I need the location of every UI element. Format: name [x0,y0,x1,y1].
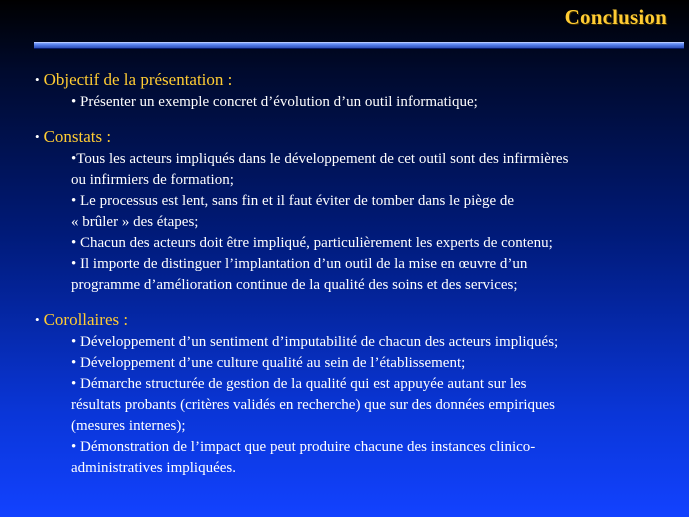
title-divider [34,42,684,48]
list-item: • Présenter un exemple concret d’évolution d’un outil informatique; [71,94,478,110]
bullet-icon: • [35,72,40,87]
list-item: •Tous les acteurs impliqués dans le développement de cet outil sont des infirmières ou infirmiers de formation; [71,151,569,188]
list-item: • Développement d’un sentiment d’imputabilité de chacun des acteurs impliqués; [71,334,559,350]
section-corollaires [0,308,689,479]
list-item: • Chacun des acteurs doit être impliqué, particulièrement les experts de contenu; [71,235,553,251]
spacer [0,296,689,308]
list-item: • Il importe de distinguer l’implantation d’un outil de la mise en œuvre d’un programme d’amélioration continue de la qualité des soins et des services; [71,256,528,293]
slide-content [0,68,689,479]
section-heading-text: Objectif de la présentation : [43,70,233,89]
bullet-icon: • [35,129,40,144]
spacer [0,113,689,125]
list-item: • Le processus est lent, sans fin et il faut éviter de tomber dans le piège de « brûler » des étapes; [71,193,515,230]
list-item: • Développement d’une culture qualité au sein de l’établissement; [71,355,466,371]
bullet-icon: • [35,312,40,327]
section-heading [0,308,689,332]
section-items [0,92,689,113]
list-item: • Démarche structurée de gestion de la qualité qui est appuyée autant sur les résultats probants (critères validés en recherche) que sur des données empiriques (mesures internes); [71,376,555,434]
section-heading [0,68,689,92]
section-heading-text: Corollaires : [43,310,129,329]
section-heading-text: Constats : [43,127,112,146]
section-heading [0,125,689,149]
section-items [0,332,689,479]
slide-title: Conclusion [564,5,667,29]
section-constats [0,125,689,296]
list-item: • Démonstration de l’impact que peut produire chacune des instances clinico- administratives impliquées. [71,439,536,476]
section-items [0,149,689,296]
section-objectif [0,68,689,113]
